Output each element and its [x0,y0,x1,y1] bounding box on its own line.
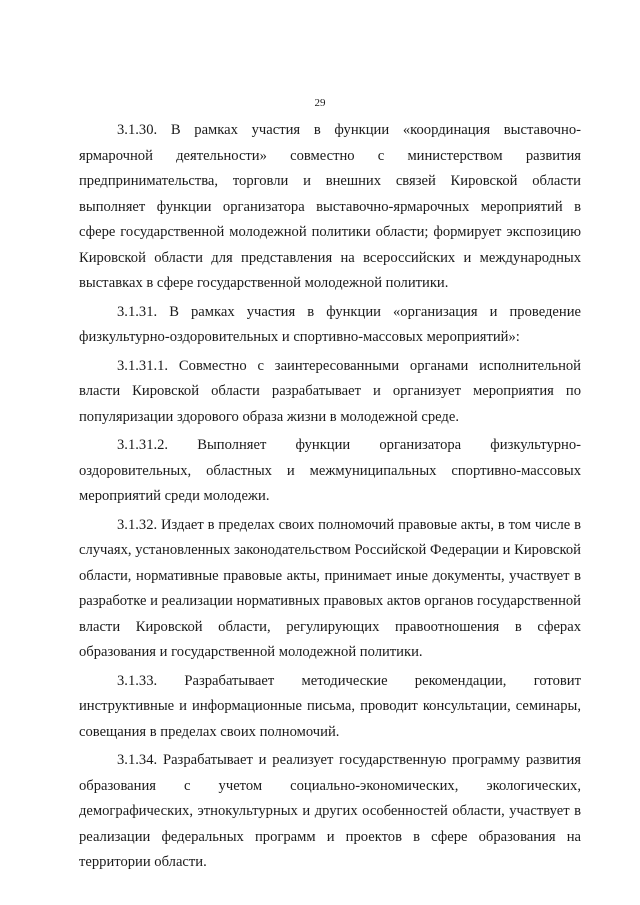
paragraph-3-1-32: 3.1.32. Издает в пределах своих полномочий правовые акты, в том числе в случаях, установленных законодательством Российской Федерации и Кировской области, нормативные правовые акты, принимает иные документы, участвует в разработке и реализации нормативных правовых актов органов государственной власти Кировской области, регулирующих правоотношения в сферах образования и государственной молодежной политики. [79,516,581,660]
paragraph-3-1-31-1: 3.1.31.1. Совместно с заинтересованными органами исполнительной власти Кировской области разрабатывает и организует мероприятия по популяризации здорового образа жизни в молодежной среде. [79,357,581,425]
paragraph-3-1-34: 3.1.34. Разрабатывает и реализует государственную программу развития образования с учетом социально-экономических, экологических, демографических, этнокультурных и других особенностей области, участвует в реализации федеральных программ и проектов в сфере образования на территории области. [79,752,581,870]
paragraph-3-1-31: 3.1.31. В рамках участия в функции «организация и проведение физкультурно-оздоровительных и спортивно-массовых мероприятий»: [79,303,581,345]
paragraph-3-1-30: 3.1.30. В рамках участия в функции «координация выставочно-ярмарочной деятельности» совместно с министерством развития предпринимательства, торговли и внешних связей Кировской области выполняет функции организатора выставочно-ярмарочных мероприятий в сфере государственной молодежной политики области; формирует экспозицию Кировской области для представления на всероссийских и международных выставках в сфере государственной молодежной политики. [79,122,581,291]
paragraph-3-1-31-2: 3.1.31.2. Выполняет функции организатора физкультурно-оздоровительных, областных и межмуниципальных спортивно-массовых мероприятий среди молодежи. [79,437,581,504]
page-number: 29 [314,97,326,109]
document-body [79,118,581,876]
paragraph-3-1-33: 3.1.33. Разрабатывает методические рекомендации, готовит инструктивные и информационные письма, проводит консультации, семинары, совещания в пределах своих полномочий. [79,672,581,740]
